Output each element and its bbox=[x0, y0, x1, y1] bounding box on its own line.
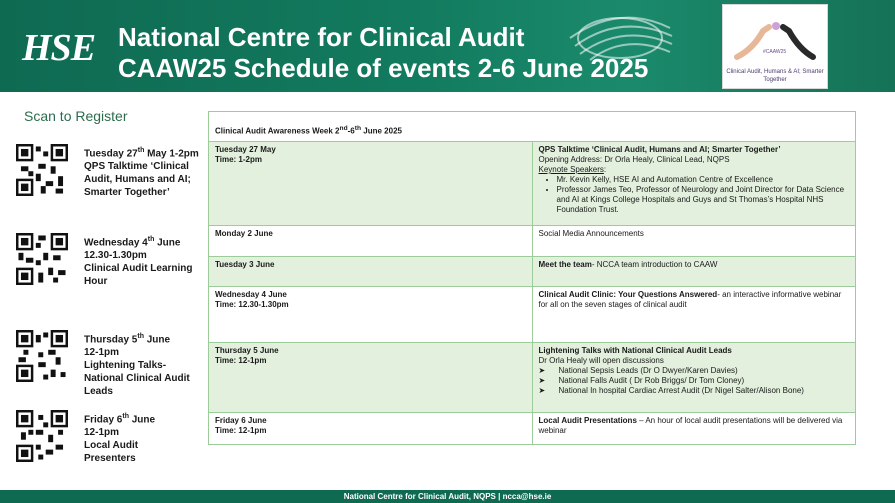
row-day-cell: Wednesday 4 June Time: 12.30-1.30pm bbox=[209, 287, 533, 343]
qr-code-icon[interactable] bbox=[16, 144, 68, 196]
list-item: ➤ National Falls Audit ( Dr Rob Briggs/ Dr Tom Cloney) bbox=[539, 376, 850, 386]
register-item-text: Friday 6th June 12-1pm Local Audit Presenters bbox=[84, 413, 156, 465]
table-header-row bbox=[209, 112, 856, 142]
register-item-text: Thursday 5th June 12-1pm Lightening Talks- National Clinical Audit Leads bbox=[84, 333, 190, 398]
title-line-2: CAAW25 Schedule of events 2-6 June 2025 bbox=[118, 53, 649, 83]
table-row bbox=[209, 142, 856, 226]
hse-logo: HSE bbox=[22, 27, 96, 69]
table-row bbox=[209, 257, 856, 287]
list-item: ➤ National Sepsis Leads (Dr O Dwyer/Karen Davies) bbox=[539, 366, 850, 376]
table-row bbox=[209, 226, 856, 257]
qr-code-icon[interactable] bbox=[16, 330, 68, 382]
registration-column bbox=[0, 100, 205, 480]
list-item: ➤ National In hospital Cardiac Arrest Audit (Dr Nigel Salter/Alison Bone) bbox=[539, 386, 850, 396]
scan-to-register-heading: Scan to Register bbox=[24, 108, 128, 124]
header-banner bbox=[0, 0, 895, 92]
row-day-cell: Monday 2 June bbox=[209, 226, 533, 257]
title-line-1: National Centre for Clinical Audit bbox=[118, 22, 525, 52]
table-heading: Clinical Audit Awareness Week 2nd-6th June 2025 bbox=[209, 112, 856, 142]
badge-hashtag: #CAAW25 bbox=[763, 49, 787, 55]
list-item: • Professor James Teo, Professor of Neurology and Joint Director for Data Science and AI at Kings College Hospitals and Guys and St Thomas’s Hospital NHS Foundation Trust. bbox=[557, 185, 850, 215]
row-day-cell: Friday 6 June Time: 12-1pm bbox=[209, 413, 533, 445]
row-day-cell: Tuesday 27 May Time: 1-2pm bbox=[209, 142, 533, 226]
badge-caption: Clinical Audit, Humans & AI; Smarter Together bbox=[726, 69, 824, 83]
register-item-text: Tuesday 27th May 1-2pm QPS Talktime ‘Clinical Audit, Humans and AI; Smarter Together’ bbox=[84, 147, 199, 199]
row-detail-cell: Lightening Talks with National Clinical Audit Leads Dr Orla Healy will open discussions ➤ National Sepsis Leads (Dr O Dwyer/Karen Davies) ➤ National Falls Audit ( Dr Rob Briggs/ Dr Tom Cloney) ➤ National In hospital Cardiac Arrest Audit (Dr Nigel Salter/Alison Bone) bbox=[532, 343, 856, 413]
list-item: • Mr. Kevin Kelly, HSE AI and Automation Centre of Excellence bbox=[557, 175, 850, 185]
qr-code-icon[interactable] bbox=[16, 410, 68, 462]
row-detail-cell: Local Audit Presentations – An hour of local audit presentations will be delivered via webinar bbox=[532, 413, 856, 445]
row-detail-cell: Clinical Audit Clinic: Your Questions Answered- an interactive informative webinar for all on the seven stages of clinical audit bbox=[532, 287, 856, 343]
row-day-cell: Thursday 5 June Time: 12-1pm bbox=[209, 343, 533, 413]
table-row bbox=[209, 287, 856, 343]
hands-icon bbox=[723, 9, 827, 69]
footer-bar: National Centre for Clinical Audit, NQPS | ncca@hse.ie bbox=[0, 490, 895, 503]
row-detail-cell: QPS Talktime ‘Clinical Audit, Humans and AI; Smarter Together’ Opening Address: Dr Orla Healy, Clinical Lead, NQPS Keynote Speakers: • Mr. Kevin Kelly, HSE AI and Automation Centre of Excellence • Professor James Teo, Professor of Neurology and Joint Director for Data Science and AI at Kings College Hospitals and Guys and St Thomas’s Hospital NHS Foundation Trust. bbox=[532, 142, 856, 226]
table-row bbox=[209, 343, 856, 413]
row-detail-cell: Meet the team- NCCA team introduction to CAAW bbox=[532, 257, 856, 287]
table-row bbox=[209, 413, 856, 445]
register-item-text: Wednesday 4th June 12.30-1.30pm Clinical Audit Learning Hour bbox=[84, 236, 193, 288]
qr-code-icon[interactable] bbox=[16, 233, 68, 285]
row-day-cell: Tuesday 3 June bbox=[209, 257, 533, 287]
schedule-table bbox=[208, 111, 856, 445]
decorative-swirl-icon bbox=[560, 8, 680, 68]
caaw-badge bbox=[722, 4, 828, 89]
row-detail-cell: Social Media Announcements bbox=[532, 226, 856, 257]
